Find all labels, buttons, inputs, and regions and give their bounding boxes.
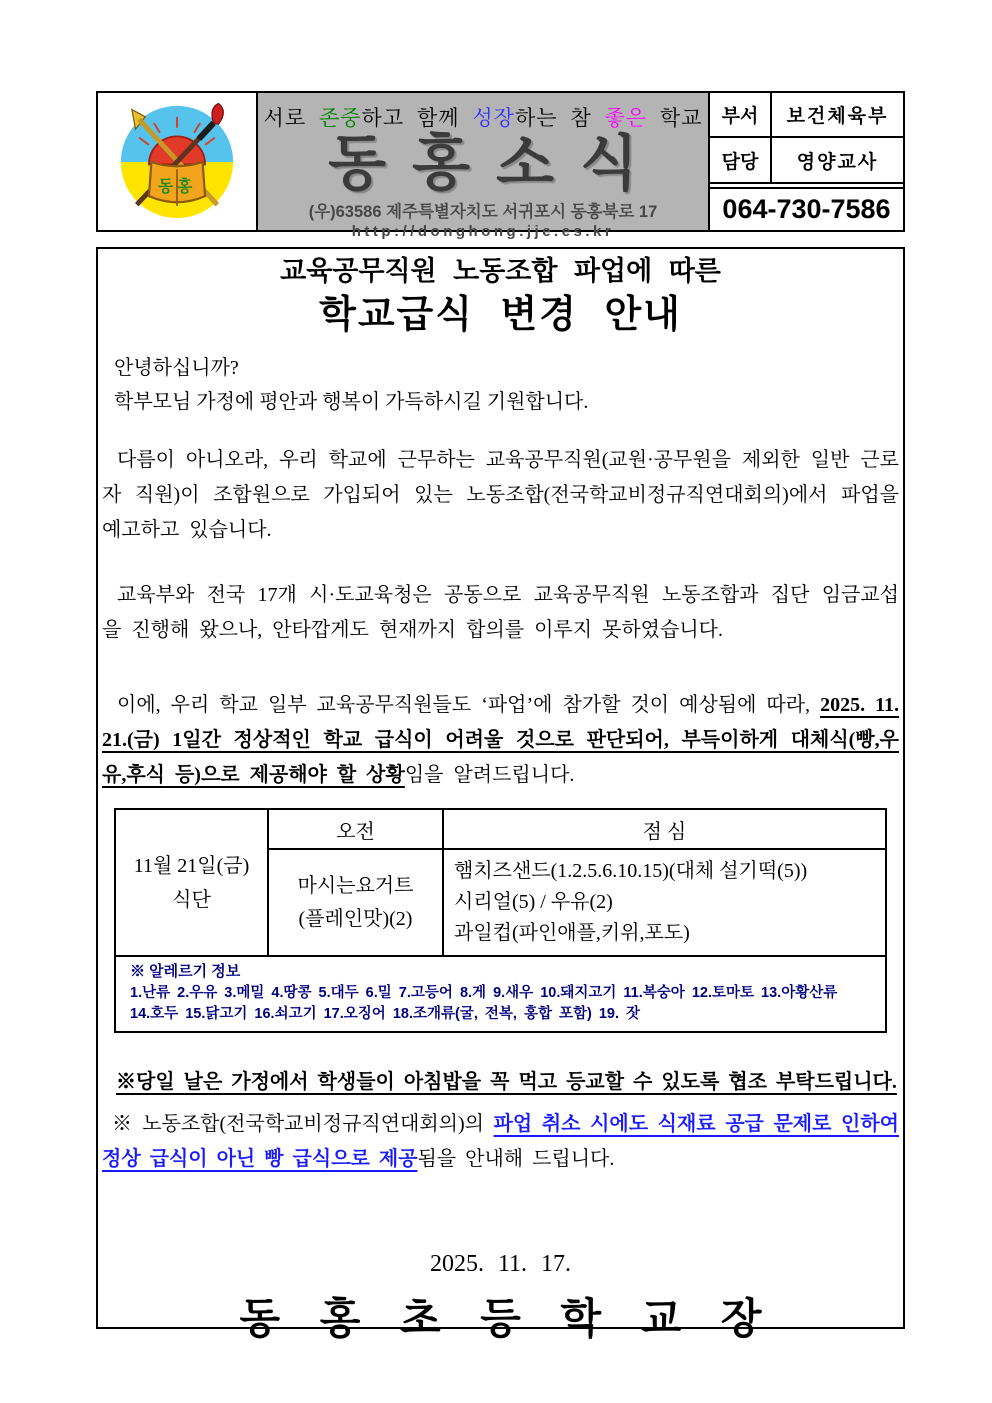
dept-row <box>710 93 903 138</box>
paragraph-strike-notice: 다름이 아니오라, 우리 학교에 근무하는 교육공무직원(교원·공무원을 제외한 일반 근로자 직원)이 조합원으로 가입되어 있는 노동조합(전국학교비정규직연대회의)에서 파업을 예고하고 있습니다. <box>102 449 899 541</box>
phone-number: 064-730-7586 <box>710 187 903 230</box>
meal-plan-table <box>114 808 887 1033</box>
paragraph-meal-change-normal: 이에, 우리 학교 일부 교육공무직원들도 ‘파업’에 참가할 것이 예상됨에 따라, <box>117 694 821 716</box>
paragraph-meal-change-emphasis: 2025. 11. 21.(금) 1일간 정상적인 학교 급식이 어려울 것으로 판단되어, 부득이하게 대체식(빵,우유,후식 등)으로 제공해야 할 상황 <box>102 694 899 786</box>
notice-title-line1: 교육공무직원 노동조합 파업에 따른 <box>280 256 721 286</box>
lunch-menu-cell <box>443 849 886 956</box>
school-slogan <box>258 102 708 132</box>
school-logo-icon <box>116 101 238 223</box>
slogan-seg-green: 존중 <box>318 107 362 130</box>
slogan-seg-blue: 성장 <box>472 107 515 130</box>
slogan-seg: 하고 함께 <box>361 107 473 130</box>
dept-value: 보건체육부 <box>786 106 889 127</box>
principal-signature: 동 홍 초 등 학 교 장 <box>239 1295 776 1342</box>
school-website: http://donghong.jje.es.kr <box>351 223 615 240</box>
newsletter-title: 동홍소식 <box>328 130 664 197</box>
note-bread-meal-tail: 됨을 안내해 드립니다. <box>417 1148 615 1170</box>
paragraph-meal-change-tail: 임을 알려드립니다. <box>404 764 575 786</box>
slogan-seg: 서로 <box>263 107 319 130</box>
morning-column-header: 오전 <box>268 809 443 849</box>
allergy-info-cell <box>115 956 886 1032</box>
meal-date-line1: 11월 21일(금) <box>133 854 250 877</box>
school-address: (우)63586 제주특별자치도 서귀포시 동홍북로 17 <box>308 203 658 221</box>
allergy-row <box>115 956 886 1032</box>
lunch-column-header: 점 심 <box>443 809 886 849</box>
meal-date-cell <box>115 809 268 956</box>
notice-date: 2025. 11. 17. <box>429 1251 572 1277</box>
charge-row <box>710 138 903 184</box>
allergy-list-line1: 1.난류 2.우유 3.메밀 4.땅콩 5.대두 6.밀 7.고등어 8.게 9.새우 10.돼지고기 11.복숭아 12.토마토 13.아황산류 <box>130 985 838 1001</box>
greeting-line1: 안녕하십니까? <box>114 357 239 379</box>
allergy-info-title: ※ 알레르기 정보 <box>130 963 241 980</box>
masthead-panel <box>256 93 710 240</box>
newsletter-header <box>96 91 905 240</box>
note-bread-meal-emphasis: 파업 취소 시에도 식재료 공급 문제로 인하여 정상 급식이 아닌 빵 급식으로 제공 <box>102 1113 899 1170</box>
greeting-line2: 학부모님 가정에 평안과 행복이 가득하시길 기원합니다. <box>114 391 589 413</box>
slogan-seg: 학교 <box>647 107 703 130</box>
note-bread-meal-prefix: ※ 노동조합(전국학교비정규직연대회의)의 <box>112 1113 494 1135</box>
morning-menu-line2: (플레인맛)(2) <box>298 907 413 930</box>
lunch-menu-item: 햄치즈샌드(1.2.5.6.10.15)(대체 설기떡(5)) <box>454 860 808 882</box>
meal-date-line2: 식단 <box>172 888 211 911</box>
paragraph-meal-change <box>102 688 899 793</box>
morning-menu-line1: 마시는요거트 <box>297 874 414 897</box>
lunch-menu-item: 시리얼(5) / 우유(2) <box>454 891 613 913</box>
notice-body <box>96 247 905 1342</box>
slogan-seg: 하는 참 <box>514 107 605 130</box>
lunch-menu-item: 과일컵(파인애플,키위,포도) <box>454 922 690 944</box>
notice-title-line2: 학교급식 변경 안내 <box>319 294 682 336</box>
logo-book-text: 동홍 <box>158 177 196 195</box>
paragraph-negotiation: 교육부와 전국 17개 시·도교육청은 공동으로 교육공무직원 노동조합과 집단 임금교섭을 진행해 왔으나, 안타깝게도 현재까지 합의를 이루지 못하였습니다. <box>102 584 899 641</box>
school-logo-cell <box>98 93 256 230</box>
note-breakfast: ※당일 날은 가정에서 학생들이 아침밥을 꼭 먹고 등교할 수 있도록 협조 부탁드립니다. <box>116 1071 897 1093</box>
charge-label: 담당 <box>710 138 772 182</box>
contact-info-table <box>710 93 903 230</box>
meal-header-row <box>115 809 886 849</box>
morning-menu-cell <box>268 849 443 956</box>
note-bread-meal <box>102 1107 899 1177</box>
charge-value: 영양교사 <box>796 151 879 173</box>
allergy-list-line2: 14.호두 15.닭고기 16.쇠고기 17.오징어 18.조개류(굴, 전복, 홍합 포함) 19. 잣 <box>130 1006 641 1022</box>
dept-label: 부서 <box>710 93 772 136</box>
slogan-seg-magenta: 좋은 <box>604 107 648 130</box>
